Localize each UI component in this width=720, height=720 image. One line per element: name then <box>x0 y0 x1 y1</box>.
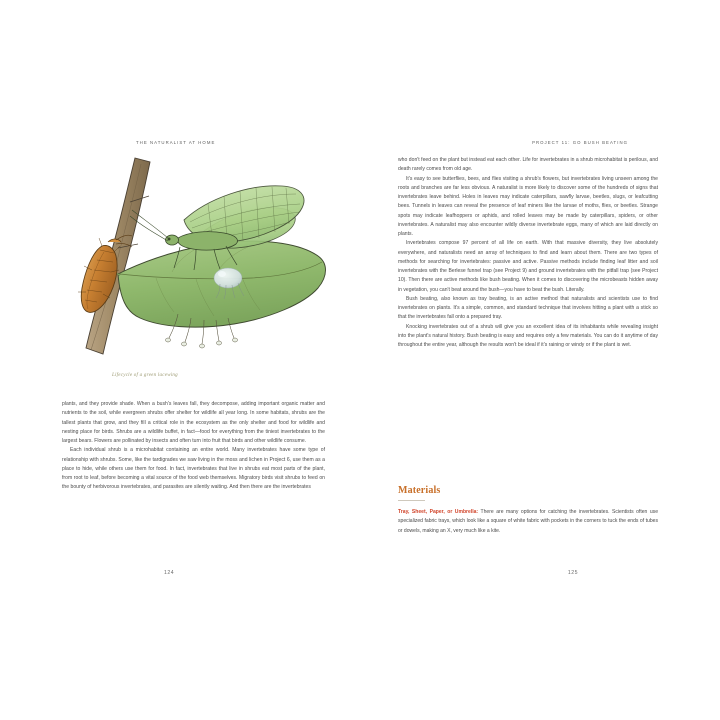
page-number-left: 124 <box>164 570 175 576</box>
paragraph: plants, and they provide shade. When a bush's leaves fall, they decompose, adding important organic matter and nutrients to the soil, while evergreen shrubs offer shelter for wildlife all year long. In some habitats, shrubs are the tallest plants that grow, and they fill a critical role in the ecosystem as the only shelter and food for wildlife and nesting place for birds. Shrubs are a wildlife buffet, in fact—food for everything from the tiniest invertebrates to the largest bears. Flowers are pollinated by insects and often turn into fruit that birds and other wildlife consume. <box>62 401 325 444</box>
materials-item-description: There are many options for catching the invertebrates. Scientists often use specialized fabric trays, which look like a square of white fabric with pockets in the corners to tuck the ends of tubes or dowels, making an X, very much like a kite. <box>398 509 658 534</box>
paragraph: who don't feed on the plant but instead eat each other. Life for invertebrates in a shrub microhabitat is perilous, and death rarely comes from old age. <box>398 157 658 173</box>
paragraph: Each individual shrub is a microhabitat containing an entire world. Many invertebrates have some type of relationship with shrubs. Some, like the tardigrades we saw living in the moss and lichen in Project 6, use them as a place to hide, while others use them for food. In fact, invertebrates that live in shrubs eat most parts of the plant, from root to leaf, before becoming a vital source of the food web themselves. Migratory birds visit shrubs to feed on the bounty of herbivorous invertebrates, and parasites are silently waiting. And then there are the invertebrates <box>62 447 325 491</box>
green-lacewing-lifecycle-illustration <box>56 152 341 372</box>
materials-item <box>398 508 658 536</box>
materials-item-term: Tray, Sheet, Paper, or Umbrella: <box>398 509 479 515</box>
page-number-right: 125 <box>567 570 578 576</box>
materials-divider <box>398 500 425 501</box>
paragraph: Bush beating, also known as tray beating, is an active method that naturalists and scientists use to find invertebrates on plants. It's a simple, common, and standard technique that involves hitting a plant with a stick so that the invertebrates fall onto a prepared tray. <box>398 295 658 321</box>
left-page <box>56 130 362 590</box>
paragraph: Invertebrates compose 97 percent of all life on earth. With that massive diversity, they live absolutely everywhere, and naturalists need an array of techniques to find and learn about them. There are two types of methods for searching for invertebrates: passive and active. Passive methods include finding leaf litter and soil invertebrates with the Berlese funnel trap (see Project 9) and ground invertebrates with the pitfall trap (see Project 10). Then there are active methods like bush beating. When it comes to discovering the microbeasts hidden away in vegetation, you can't beat around the bush—you have to beat the bush. Literally. <box>398 240 658 293</box>
right-page-body-text <box>398 156 658 350</box>
running-head-right: PROJECT 11: GO BUSH BEATING <box>532 140 628 145</box>
left-page-body-text <box>62 400 325 493</box>
running-head-left: THE NATURALIST AT HOME <box>136 140 216 145</box>
right-page <box>360 130 666 590</box>
illustration-caption: Lifecycle of a green lacewing <box>112 373 178 378</box>
paragraph: It's easy to see butterflies, bees, and flies visiting a shrub's flowers, but invertebrates living unseen among the roots and branches are far less obvious. A naturalist is more likely to discover some of the hundreds of signs that invertebrates leave behind. Holes in leaves may indicate caterpillars, sawfly larvae, beetles, slugs, or leafcutting bees. Tunnels in leaves can reveal the presence of leaf miners like the larvae of moths, flies, or beetles. Strange spots may indicate leafhoppers or aphids, and rolled leaves may be made by caterpillars, spiders, or other invertebrates. A naturalist may also encounter wildly diverse invertebrate eggs, many of which are laid directly on plants. <box>398 175 658 237</box>
paragraph: Knocking invertebrates out of a shrub will give you an excellent idea of its inhabitants while revealing insight into the plant's natural history. Bush beating is easy and requires only a few materials. You can do it anytime of day throughout the entire year, although the results won't be ideal if it's raining or windy or if the plant is wet. <box>398 323 658 348</box>
materials-section <box>398 485 658 536</box>
materials-heading: Materials <box>398 485 441 496</box>
